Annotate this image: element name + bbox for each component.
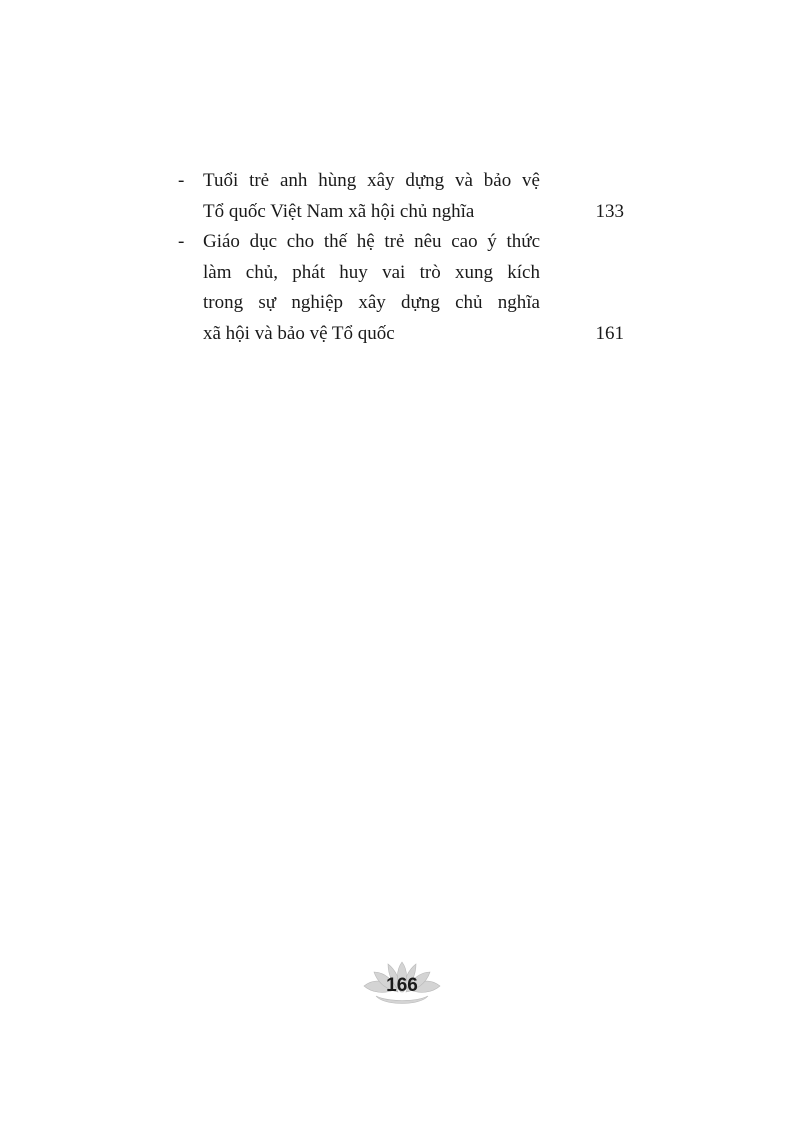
page-number: 166 [386, 975, 418, 996]
toc-entry-line: làm chủ, phát huy vai trò xung kích [203, 261, 540, 283]
toc-entry-line: xã hội và bảo vệ Tổ quốc [203, 322, 395, 344]
toc-entry-line: Giáo dục cho thế hệ trẻ nêu cao ý thức [203, 231, 540, 252]
toc-entry-line: trong sự nghiệp xây dựng chủ nghĩa [203, 292, 540, 313]
toc-entry-line: Tuổi trẻ anh hùng xây dựng và bảo vệ [203, 170, 540, 191]
toc-entry-line: Tổ quốc Việt Nam xã hội chủ nghĩa [203, 200, 475, 222]
toc-page-number: 133 [595, 200, 624, 222]
toc-bullet: - [178, 231, 185, 252]
toc-entry-title [203, 227, 540, 349]
toc-page-number: 161 [595, 322, 624, 344]
page-footer [360, 960, 444, 1010]
toc-entry-title [203, 166, 540, 227]
toc-bullet: - [178, 170, 185, 191]
